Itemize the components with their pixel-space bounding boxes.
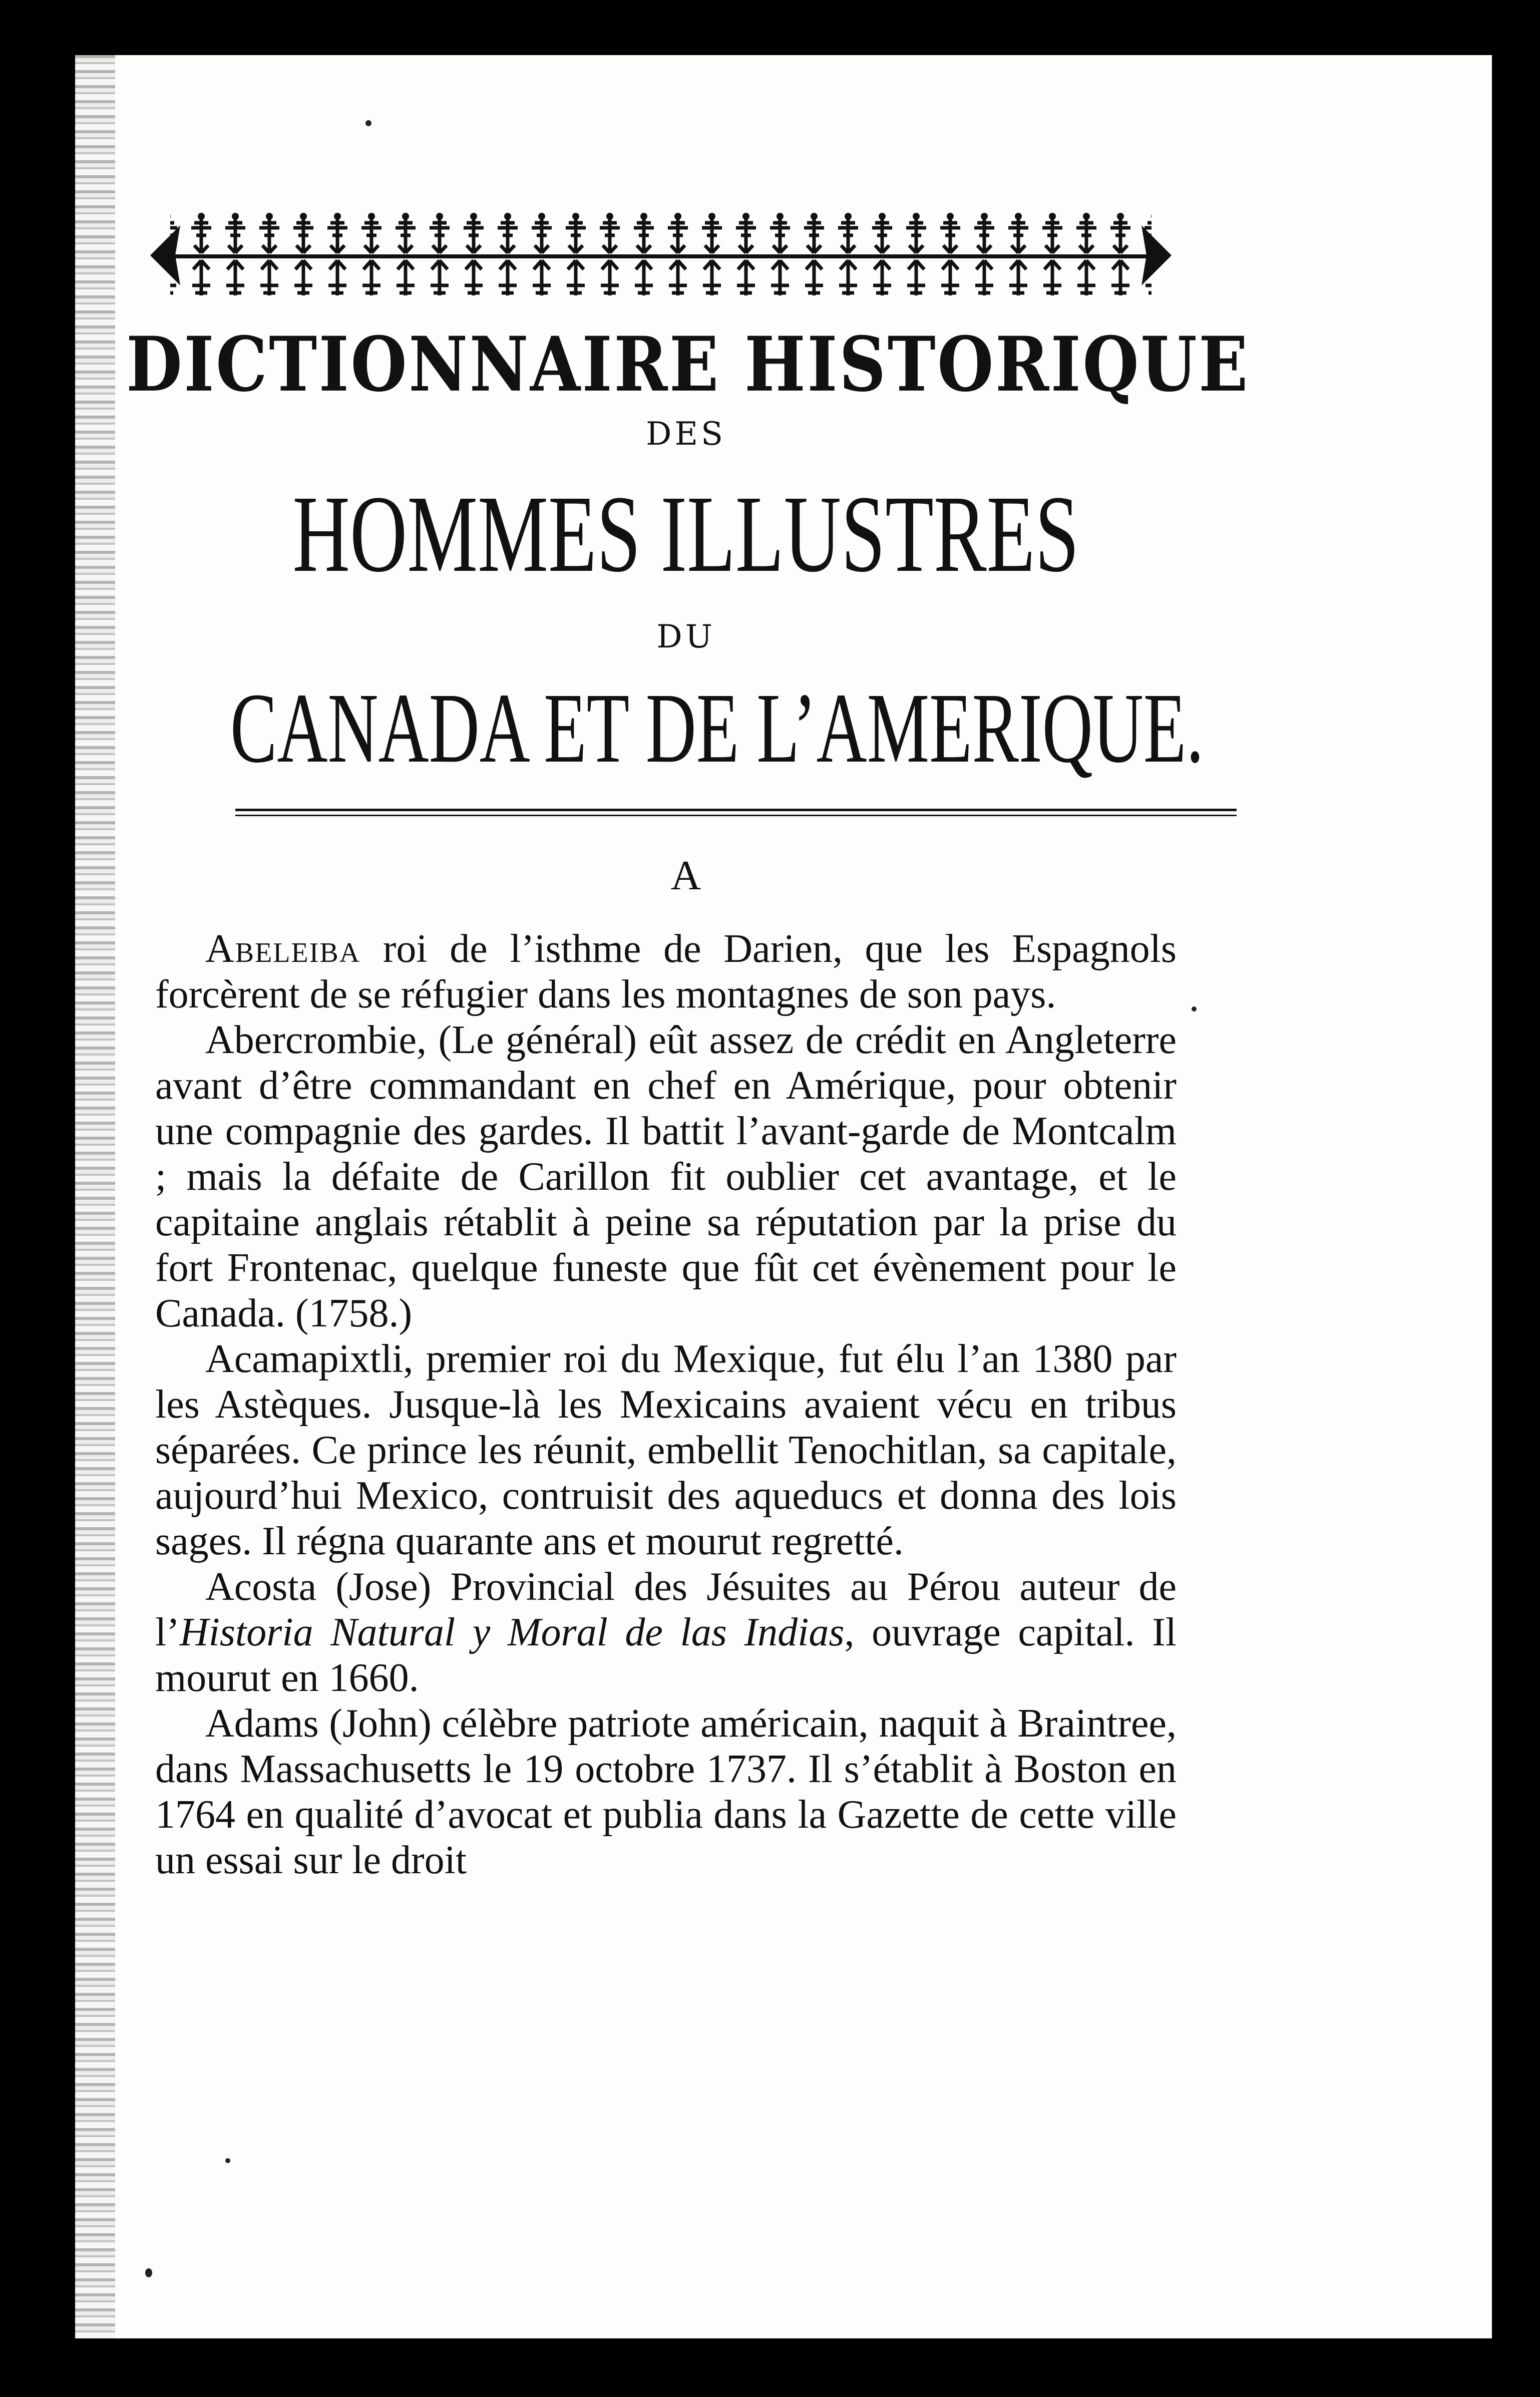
title-line-4: DU [656, 618, 715, 655]
speck [225, 2158, 230, 2163]
ornament-border [150, 205, 1172, 305]
entry-acosta [155, 1564, 1177, 1701]
speck [1192, 1006, 1197, 1011]
speck [145, 2268, 152, 2277]
title-line-3: HOMMES ILLUSTRES [292, 473, 1079, 595]
title-line-2: DES [646, 416, 726, 453]
rule-thick [235, 809, 1237, 811]
entry-acamapixtli [155, 1336, 1177, 1564]
book-page [75, 55, 1492, 2338]
entry-text: Adams (John) célèbre patriote américain, naquit à Braintree, dans Massachusetts le 19 octobre 1737. Il s’établit à Boston en 1764 en qualité d’avocat et publia dans la Gazette de cette ville un essai sur le droit [155, 1701, 1177, 1882]
title-line-5: CANADA ET DE L’AMERIQUE. [230, 673, 1204, 784]
entry-adams [155, 1701, 1177, 1883]
title-line-1: DICTIONNAIRE HISTORIQUE [126, 320, 1250, 409]
body-text [155, 926, 1177, 1883]
entry-text: , ouvrage capital. Il mourut en 1660. [155, 1610, 1177, 1700]
binding-edge [75, 55, 115, 2338]
entry-text: roi de l’isthme de Darien, que les Espagnols forcèrent de se réfugier dans les montagnes de son pays. [155, 927, 1177, 1016]
entry-text: Acosta (Jose) Provincial des Jésuites au Pérou auteur de l’ [155, 1565, 1177, 1654]
entry-text: Acamapixtli, premier roi du Mexique, fut élu l’an 1380 par les Astèques. Jusque-là les Mexicains avaient vécu en tribus séparées. Ce prince les réunit, embellit Tenochitlan, sa capitale, aujourd’hui Mexico, contruisit des aqueducs et donna des lois sages. Il régna quarante ans et mourut regretté. [155, 1337, 1177, 1563]
entry-head: Abeleiba [205, 927, 361, 971]
entry-abeleiba [155, 926, 1177, 1017]
rule-thin [235, 815, 1237, 816]
section-letter: A [670, 852, 701, 899]
double-rule [235, 809, 1237, 819]
speck [365, 120, 371, 126]
entry-abercrombie [155, 1017, 1177, 1336]
book-title: Historia Natural y Moral de las Indias [179, 1610, 845, 1654]
entry-text: Abercrombie, (Le général) eût assez de crédit en Angleterre avant d’être commandant en chef en Amérique, pour obtenir une compagnie des gardes. Il battit l’avant-garde de Montcalm ; mais la défaite de Carillon fit oublier cet avantage, et le capitaine anglais rétablit à peine sa réputation par la prise du fort Frontenac, quelque funeste que fût cet évènement pour le Canada. (1758.) [155, 1018, 1177, 1335]
